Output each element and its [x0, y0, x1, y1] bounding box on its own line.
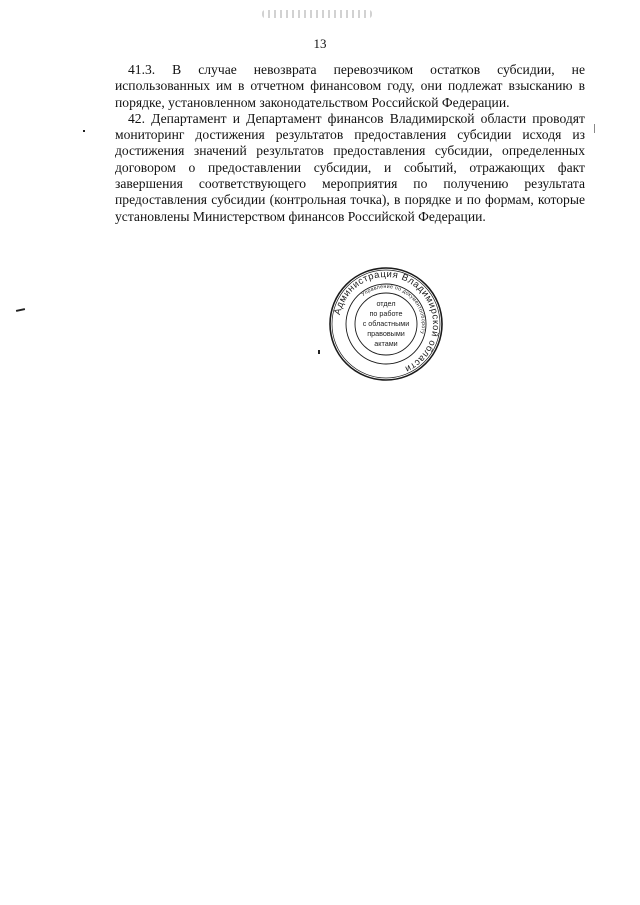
margin-mark [318, 350, 320, 354]
scan-artifact [262, 10, 372, 18]
document-body [115, 62, 585, 225]
seal-outer-text: Администрация Владимирской области [331, 267, 443, 376]
seal-center-line: актами [374, 339, 398, 348]
paragraph-42: 42. Департамент и Департамент финансов Владимирской области проводят мониторинг достижения результатов предоставления субсидии исходя из достижения значений результатов предоставления субсидии, определенных договором о предоставлении субсидии, и событий, отражающих факт завершения соответствующего мероприятия по получению результата предоставления субсидии (контрольная точка), в порядке и по формам, которые установлены Министерством финансов Российской Федерации. [115, 110, 585, 224]
seal-center-line: отдел [376, 299, 396, 308]
seal-center-line: с областными [362, 319, 410, 328]
page-number: 13 [313, 36, 327, 51]
margin-mark [83, 130, 85, 132]
paragraph-41-3: 41.3. В случае невозврата перевозчиком остатков субсидии, не использованных им в отчетном финансовом году, они подлежат взысканию в порядке, установленном законодательством Российской Федерации. [115, 62, 585, 110]
seal-center-line: по работе [369, 309, 403, 318]
seal-inner-ring-text: Управление по документообороту [360, 283, 427, 335]
seal-center-line: правовыми [367, 329, 405, 338]
margin-mark [16, 308, 25, 312]
official-seal [328, 266, 444, 382]
margin-mark [594, 124, 595, 133]
